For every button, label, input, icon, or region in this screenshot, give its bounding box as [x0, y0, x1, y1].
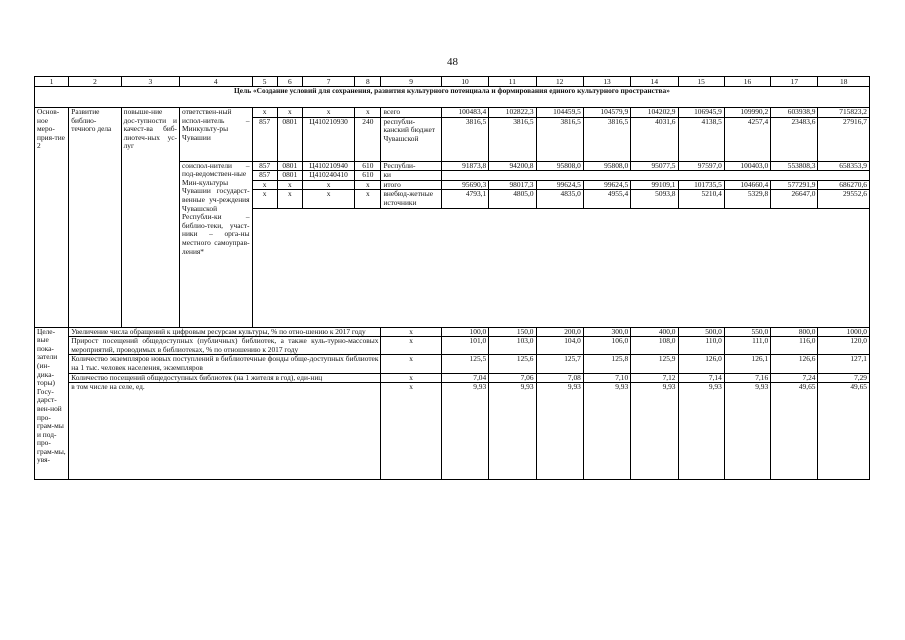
expense-type: 610 [355, 161, 381, 171]
value-cell: 125,7 [536, 355, 583, 373]
value-cell: 100403,0 [724, 161, 770, 171]
value-cell: 9,93 [631, 383, 678, 480]
activity-label: Основ-ное меро-прия-тие 2 [35, 108, 69, 328]
value-cell: 3816,5 [583, 117, 630, 161]
value-cell: 101,0 [441, 337, 488, 355]
value-cell: 3816,5 [489, 117, 536, 161]
column-number: 15 [678, 77, 724, 87]
value-cell: 7,04 [441, 373, 488, 383]
value-cell: 95690,3 [441, 180, 488, 190]
expense-type: х [355, 180, 381, 190]
column-number: 18 [818, 77, 870, 87]
value-cell: 116,0 [771, 337, 818, 355]
section-code: х [277, 108, 302, 118]
value-cell: 5329,8 [724, 190, 770, 208]
value-cell: 98017,3 [489, 180, 536, 190]
value-cell: 5093,8 [631, 190, 678, 208]
value-cell: 7,16 [724, 373, 770, 383]
value-cell: 553808,3 [771, 161, 818, 171]
value-cell: 101735,5 [678, 180, 724, 190]
column-number: 2 [69, 77, 121, 87]
value-cell: 550,0 [724, 327, 770, 337]
indicator-mark: х [381, 337, 441, 355]
value-cell: 577291,9 [771, 180, 818, 190]
page-number: 48 [447, 56, 458, 68]
value-cell: 9,93 [441, 383, 488, 480]
section-code: х [277, 190, 302, 208]
value-cell: 715823,2 [818, 108, 870, 118]
indicator-row [35, 327, 870, 337]
value-cell: 49,65 [771, 383, 818, 480]
value-cell: 104579,9 [583, 108, 630, 118]
value-cell: 7,06 [489, 373, 536, 383]
gr-code: 857 [252, 117, 277, 161]
gr-code: х [252, 180, 277, 190]
value-cell: 686270,6 [818, 180, 870, 190]
value-cell: 300,0 [583, 327, 630, 337]
value-cell: 95808,0 [583, 161, 630, 171]
value-cell: 7,14 [678, 373, 724, 383]
value-cell: 104459,5 [536, 108, 583, 118]
value-cell: 400,0 [631, 327, 678, 337]
value-cell: 109990,2 [724, 108, 770, 118]
value-cell: 104,0 [536, 337, 583, 355]
funding-source: Республи- [381, 161, 441, 171]
funding-source: внебюд-жетные источники [381, 190, 441, 208]
indicator-row [35, 383, 870, 480]
value-cell: 4955,4 [583, 190, 630, 208]
value-cell: 110,0 [678, 337, 724, 355]
gr-code: 857 [252, 161, 277, 171]
value-cell: 9,93 [489, 383, 536, 480]
value-cell: 3816,5 [536, 117, 583, 161]
expense-type: 240 [355, 117, 381, 161]
value-cell: 9,93 [536, 383, 583, 480]
section-code: 0801 [277, 161, 302, 171]
value-cell: 29552,6 [818, 190, 870, 208]
target-article: Ц410240410 [302, 171, 354, 181]
value-cell: 49,65 [818, 383, 870, 480]
value-cell: 95077,5 [631, 161, 678, 171]
value-cell: 9,93 [583, 383, 630, 480]
target-article: х [302, 108, 354, 118]
value-cell: 7,29 [818, 373, 870, 383]
blank-area [252, 208, 869, 327]
gr-code: 857 [252, 171, 277, 181]
value-cell: 99109,1 [631, 180, 678, 190]
indicator-row [35, 373, 870, 383]
funding-source: итого [381, 180, 441, 190]
value-cell: 200,0 [536, 327, 583, 337]
indicator-mark: х [381, 383, 441, 480]
value-cell: 108,0 [631, 337, 678, 355]
value-cell: 150,0 [489, 327, 536, 337]
value-cell: 97597,0 [678, 161, 724, 171]
value-cell: 95808,0 [536, 161, 583, 171]
value-cell: 125,8 [583, 355, 630, 373]
column-number: 3 [121, 77, 179, 87]
column-number: 17 [771, 77, 818, 87]
expense-type: 610 [355, 171, 381, 181]
value-cell: 125,9 [631, 355, 678, 373]
gr-code: х [252, 190, 277, 208]
value-cell: 100483,4 [441, 108, 488, 118]
value-cell: 26647,0 [771, 190, 818, 208]
value-cell: 4835,0 [536, 190, 583, 208]
column-number: 1 [35, 77, 69, 87]
indicators-label: Целе-вые пока-затели (ин-дика-торы) Госу-дарст-вен-ной про-грам-мы и под-про-грам-мы, увя- [35, 327, 69, 480]
goal-text: Цель «Создание условий для сохранения, развития культурного потенциала и формирования единого культурного пространства» [35, 87, 870, 108]
value-cell: 99624,5 [536, 180, 583, 190]
activity-task: повыше-ние дос-тупности и качест-ва биб-лиотеч-ных ус-луг [121, 108, 179, 328]
value-cell: 126,0 [678, 355, 724, 373]
column-number: 13 [583, 77, 630, 87]
indicator-row [35, 337, 870, 355]
value-cell: 7,10 [583, 373, 630, 383]
value-cell: 7,12 [631, 373, 678, 383]
value-cell: 7,24 [771, 373, 818, 383]
gr-code: х [252, 108, 277, 118]
indicator-row [35, 355, 870, 373]
indicator-text: Количество экземпляров новых поступлений в библиотечные фонды обще-доступных библиотек на 1 тыс. человек населения, экземпляров [69, 355, 381, 373]
value-cell: 125,6 [489, 355, 536, 373]
target-article: Ц410210930 [302, 117, 354, 161]
indicator-mark: х [381, 327, 441, 337]
value-cell: 111,0 [724, 337, 770, 355]
indicator-mark: х [381, 355, 441, 373]
value-cell: 3816,5 [441, 117, 488, 161]
indicator-text: Прирост посещений общедоступных (публичных) библиотек, а также куль-турно-массовых мероприятий, проводимых в библиотеках, % по отношению к 2017 году [69, 337, 381, 355]
column-number: 11 [489, 77, 536, 87]
value-cell: 500,0 [678, 327, 724, 337]
value-cell: 4805,0 [489, 190, 536, 208]
activity-name: Развитие библио-течного дела [69, 108, 121, 328]
target-article: х [302, 180, 354, 190]
value-cell: 27916,7 [818, 117, 870, 161]
value-cell: 4793,1 [441, 190, 488, 208]
column-number: 14 [631, 77, 678, 87]
responsible-executor: ответствен-ный испол-нитель – Минкульту-ры Чувашии [180, 108, 253, 162]
value-cell: 800,0 [771, 327, 818, 337]
indicator-text: Увеличение числа обращений к цифровым ресурсам культуры, % по отно-шению к 2017 году [69, 327, 381, 337]
column-number: 9 [381, 77, 441, 87]
co-executors: соиспол-нители – под-ведомствен-ные Мин-культуры Чувашии государст-венные уч-реждения Чувашской Республи-ки – библио-теки, участ-ники – орга-ны местного самоуправ-ления* [180, 161, 253, 327]
funding-source: республи-канский бюджет Чувашской [381, 117, 441, 161]
empty-values [441, 171, 869, 181]
indicator-mark: х [381, 373, 441, 383]
value-cell: 125,5 [441, 355, 488, 373]
value-cell: 94200,8 [489, 161, 536, 171]
value-cell: 106945,9 [678, 108, 724, 118]
value-cell: 99624,5 [583, 180, 630, 190]
value-cell: 100,0 [441, 327, 488, 337]
value-cell: 9,93 [724, 383, 770, 480]
column-number: 4 [180, 77, 253, 87]
value-cell: 658353,9 [818, 161, 870, 171]
indicator-text: в том числе на селе, ед. [69, 383, 381, 480]
section-code: 0801 [277, 171, 302, 181]
column-number: 8 [355, 77, 381, 87]
section-code: 0801 [277, 117, 302, 161]
value-cell: 5210,4 [678, 190, 724, 208]
value-cell: 4138,5 [678, 117, 724, 161]
value-cell: 104660,4 [724, 180, 770, 190]
value-cell: 127,1 [818, 355, 870, 373]
expense-type: х [355, 190, 381, 208]
goal-row [35, 87, 870, 108]
section-code: х [277, 180, 302, 190]
program-table [34, 76, 870, 480]
value-cell: 7,08 [536, 373, 583, 383]
indicator-text: Количество посещений общедоступных библиотек (на 1 жителя в год), еди-ниц [69, 373, 381, 383]
value-cell: 1000,0 [818, 327, 870, 337]
value-cell: 4257,4 [724, 117, 770, 161]
value-cell: 4031,6 [631, 117, 678, 161]
value-cell: 126,6 [771, 355, 818, 373]
value-cell: 9,93 [678, 383, 724, 480]
column-number: 12 [536, 77, 583, 87]
funding-source: ки [381, 171, 441, 181]
column-number: 10 [441, 77, 488, 87]
value-cell: 102822,3 [489, 108, 536, 118]
value-cell: 91873,8 [441, 161, 488, 171]
value-cell: 603938,9 [771, 108, 818, 118]
column-number: 6 [277, 77, 302, 87]
value-cell: 103,0 [489, 337, 536, 355]
value-cell: 106,0 [583, 337, 630, 355]
expense-type: х [355, 108, 381, 118]
value-cell: 126,1 [724, 355, 770, 373]
funding-source: всего [381, 108, 441, 118]
column-number-row [35, 77, 870, 87]
value-cell: 120,0 [818, 337, 870, 355]
column-number: 16 [724, 77, 770, 87]
value-cell: 104202,9 [631, 108, 678, 118]
value-cell: 23483,6 [771, 117, 818, 161]
activity-row-total [35, 108, 870, 118]
target-article: Ц410210940 [302, 161, 354, 171]
column-number: 5 [252, 77, 277, 87]
target-article: х [302, 190, 354, 208]
column-number: 7 [302, 77, 354, 87]
